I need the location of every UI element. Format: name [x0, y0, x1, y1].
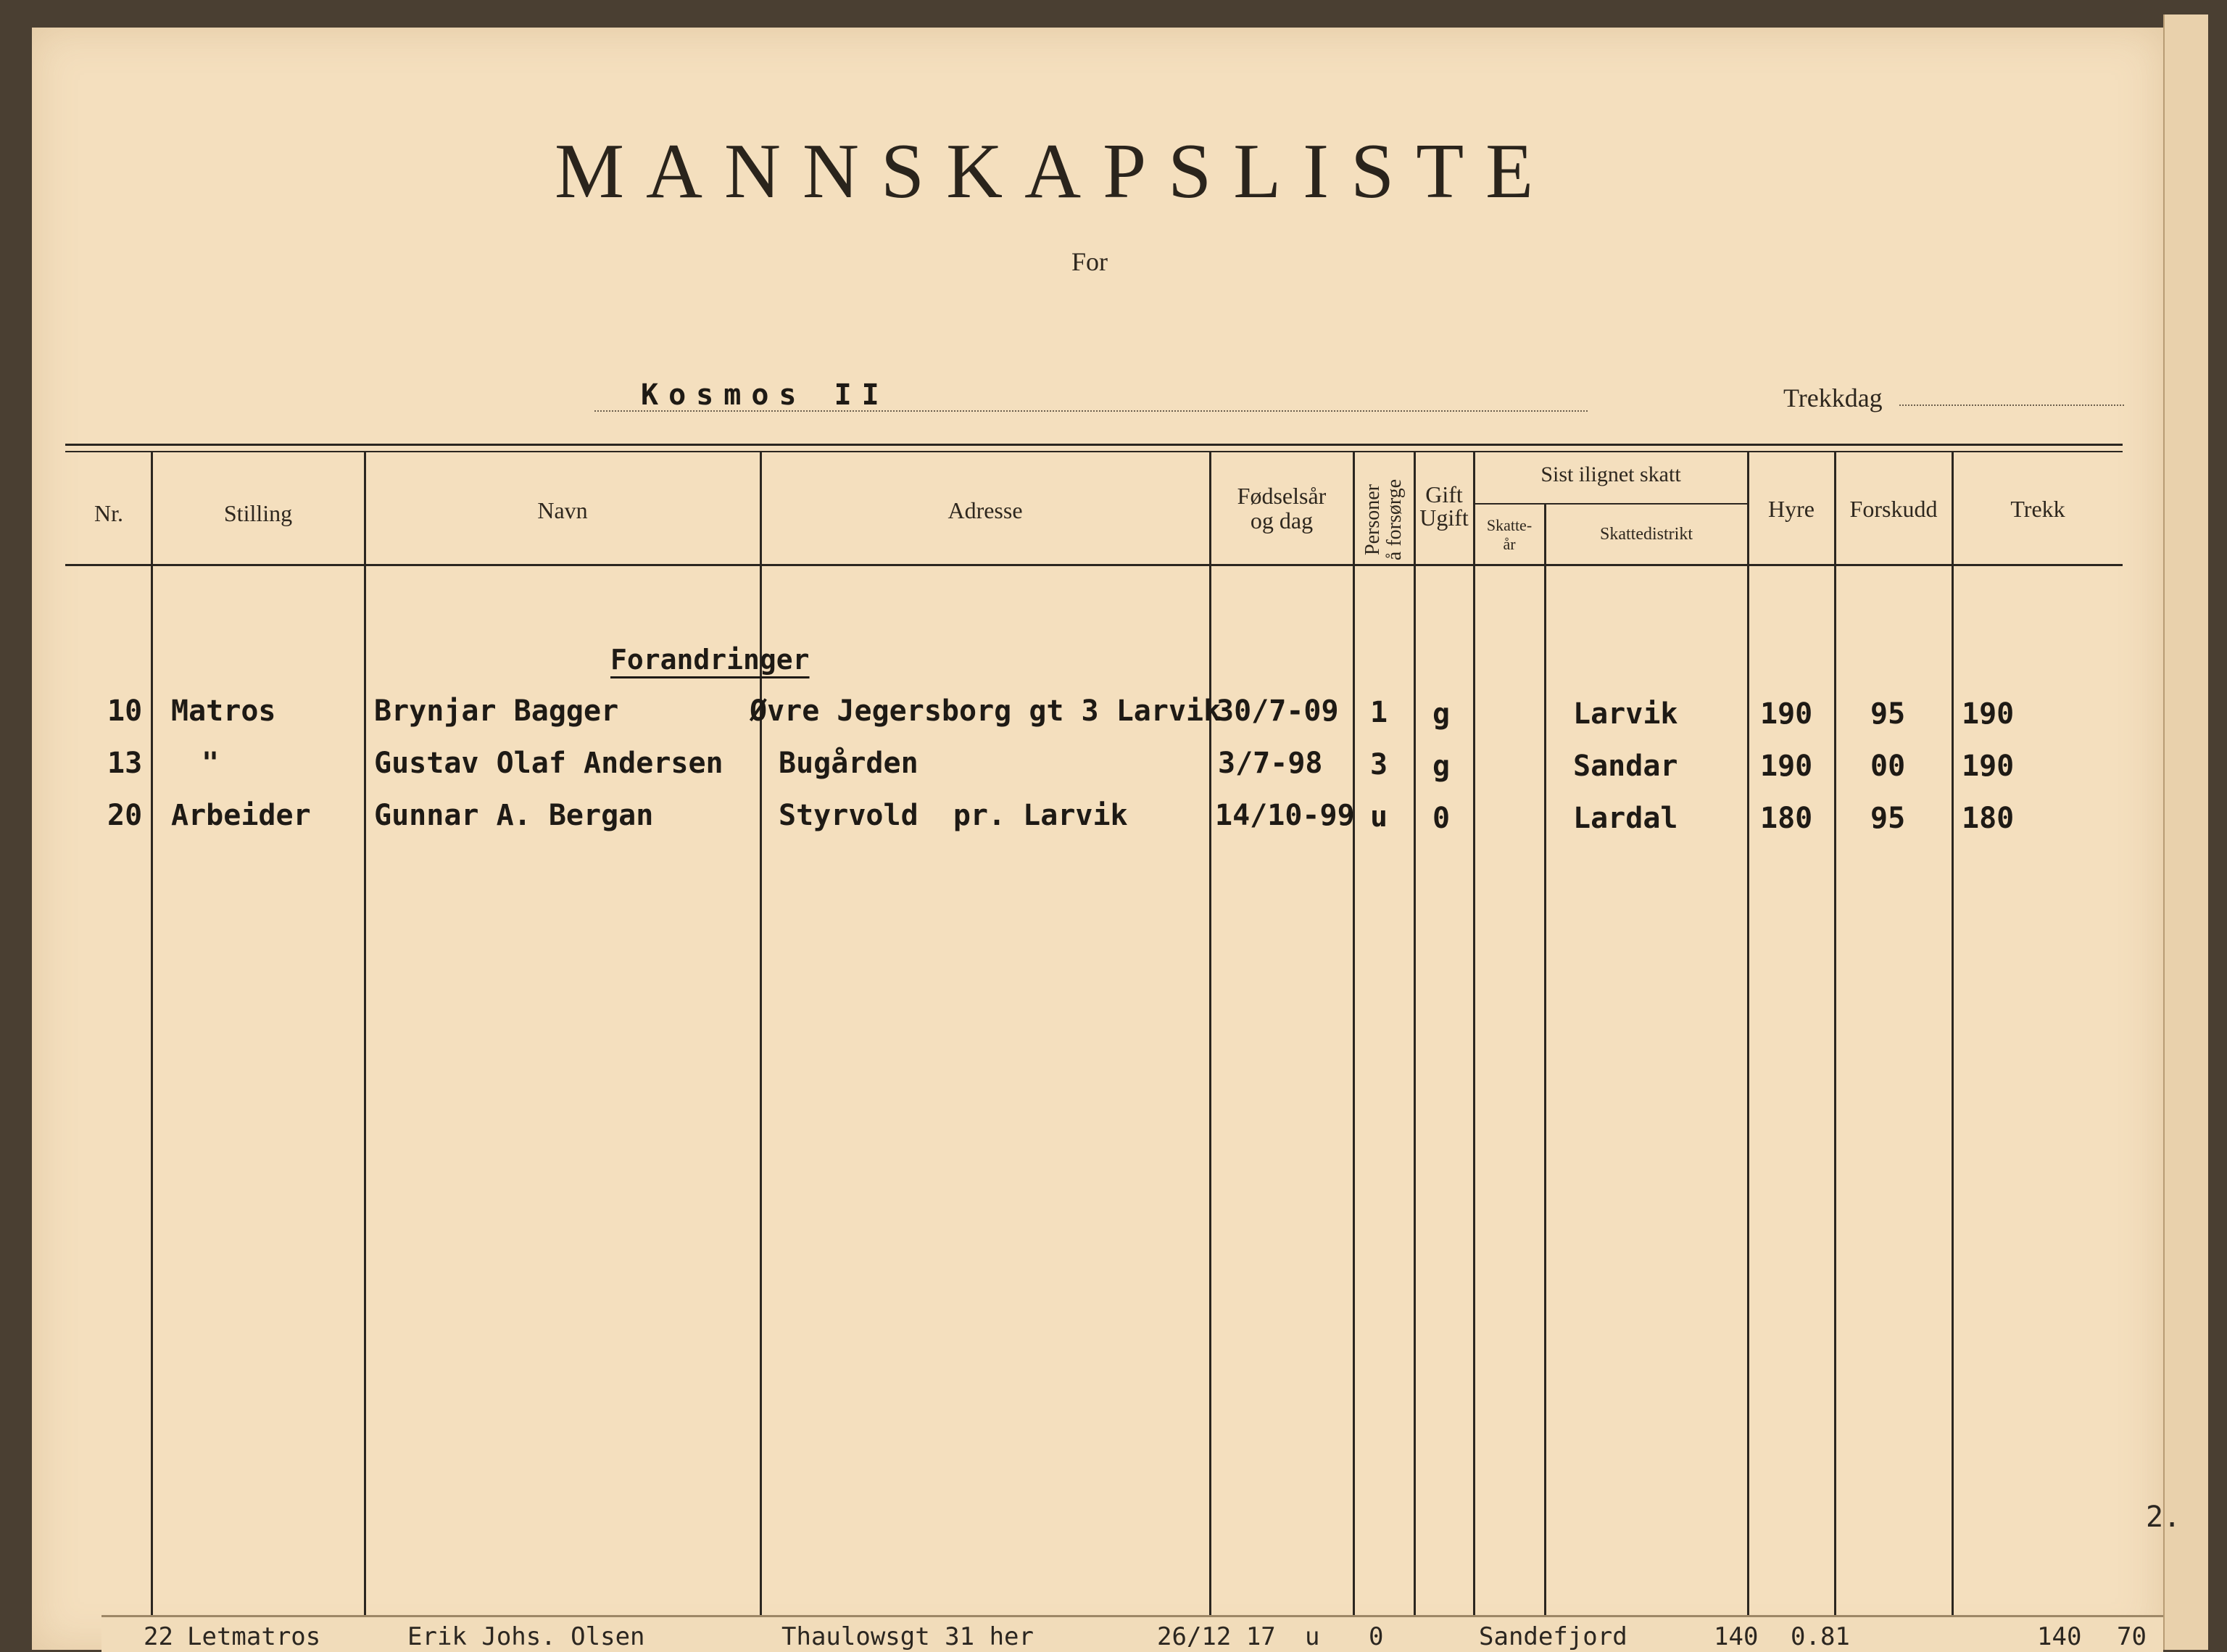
cell-nr: 20	[107, 799, 143, 832]
cell-trekk: 190	[1962, 750, 2015, 783]
col-line-8	[1544, 505, 1546, 1615]
cell-forskudd: 00	[1870, 750, 1906, 783]
under-navn: Erik Johs. Olsen	[407, 1622, 645, 1651]
header-fodsel-1: Fødselsår	[1237, 483, 1327, 509]
col-line-5	[1353, 452, 1355, 1615]
col-line-6	[1414, 452, 1416, 1615]
header-personer	[1354, 457, 1414, 563]
col-line-3	[760, 452, 762, 1615]
cell-stilling: Matros	[171, 694, 276, 728]
cell-gift: 0	[1432, 802, 1451, 835]
header-trekk: Trekk	[2010, 496, 2065, 522]
trekkdag-dotted-line	[1899, 404, 2124, 406]
under-distrikt: Sandefjord	[1479, 1622, 1627, 1651]
header-nr: Nr.	[94, 500, 123, 526]
cell-stilling: Arbeider	[171, 799, 311, 832]
cell-adresse: Bugården	[779, 747, 918, 780]
cell-hyre: 180	[1760, 802, 1813, 835]
col-line-4	[1209, 452, 1211, 1615]
header-personer-1: Personer	[1361, 484, 1384, 555]
cell-distrikt: Lardal	[1573, 802, 1678, 835]
ship-name: Kosmos II	[641, 378, 889, 412]
header-navn: Navn	[537, 497, 588, 523]
cell-trekk: 190	[1962, 697, 2015, 731]
cell-navn: Brynjar Bagger	[374, 694, 619, 728]
cell-gift: g	[1432, 750, 1451, 783]
header-top-rule	[65, 444, 2123, 446]
col-line-2	[364, 452, 366, 1615]
header-top-rule-2	[65, 451, 2123, 452]
cell-forskudd: 95	[1870, 697, 1906, 731]
ship-name-dotted-line	[594, 410, 1588, 412]
cell-stilling: "	[202, 747, 220, 780]
header-skattedistrikt: Skattedistrikt	[1600, 525, 1693, 544]
header-adresse: Adresse	[947, 497, 1023, 523]
cell-forskudd: 95	[1870, 802, 1906, 835]
cell-personer: 3	[1370, 748, 1388, 781]
header-gift-2: Ugift	[1419, 505, 1469, 531]
section-heading: Forandringer	[610, 644, 810, 676]
header-stilling: Stilling	[223, 500, 293, 526]
cell-navn: Gustav Olaf Andersen	[374, 747, 723, 780]
cell-navn: Gunnar A. Bergan	[374, 799, 654, 832]
cell-fodsel: 3/7-98	[1218, 747, 1323, 780]
cell-hyre: 190	[1760, 750, 1813, 783]
header-fodsel-2: og dag	[1250, 507, 1314, 534]
header-personer-2: å forsørge	[1383, 478, 1406, 561]
sist-ilignet-divider	[1473, 503, 1749, 505]
under-stilling: Letmatros	[187, 1622, 321, 1651]
cell-fodsel: 30/7-09	[1216, 694, 1339, 728]
under-hyre: 140	[1714, 1622, 1759, 1651]
under-forskudd: 0.81	[1791, 1622, 1850, 1651]
header-gift-1: Gift	[1425, 481, 1463, 507]
under-personer: u	[1305, 1622, 1320, 1651]
cell-personer: u	[1370, 800, 1388, 834]
page-edge	[2163, 14, 2208, 1650]
header-forskudd: Forskudd	[1849, 496, 1938, 522]
cell-nr: 13	[107, 747, 143, 780]
under-nr: 22	[144, 1622, 173, 1651]
col-line-11	[1952, 452, 1954, 1615]
col-line-9	[1747, 452, 1749, 1615]
col-line-7	[1473, 452, 1475, 1615]
header-skatte-1: Skatte-	[1486, 516, 1533, 534]
under-trekk: 140	[2037, 1622, 2082, 1651]
under-gift: 0	[1369, 1622, 1384, 1651]
under-extra: 70	[2117, 1622, 2147, 1651]
margin-mark: 2.	[2146, 1501, 2181, 1534]
cell-adresse: Øvre Jegersborg gt 3 Larvik	[750, 694, 1222, 728]
cell-distrikt: Larvik	[1573, 697, 1678, 731]
under-adresse: Thaulowsgt 31 her	[781, 1622, 1034, 1651]
cell-distrikt: Sandar	[1573, 750, 1678, 783]
for-label: For	[1071, 247, 1108, 276]
cell-adresse: Styrvold pr. Larvik	[779, 799, 1128, 832]
cell-gift: g	[1432, 697, 1451, 731]
header-bottom-rule	[65, 564, 2123, 566]
header-sist-ilignet: Sist ilignet skatt	[1540, 462, 1681, 486]
cell-hyre: 190	[1760, 697, 1813, 731]
col-line-1	[151, 452, 153, 1615]
document-title: MANNSKAPSLISTE	[555, 128, 1556, 215]
header-skatte-2: år	[1503, 535, 1516, 553]
col-line-10	[1834, 452, 1836, 1615]
cell-fodsel: 14/10-99	[1215, 799, 1355, 832]
trekkdag-label: Trekkdag	[1783, 383, 1883, 412]
cell-personer: 1	[1370, 696, 1388, 729]
header-hyre: Hyre	[1768, 496, 1815, 522]
under-fodsel: 26/12 17	[1157, 1622, 1276, 1651]
cell-trekk: 180	[1962, 802, 2015, 835]
cell-nr: 10	[107, 694, 143, 728]
